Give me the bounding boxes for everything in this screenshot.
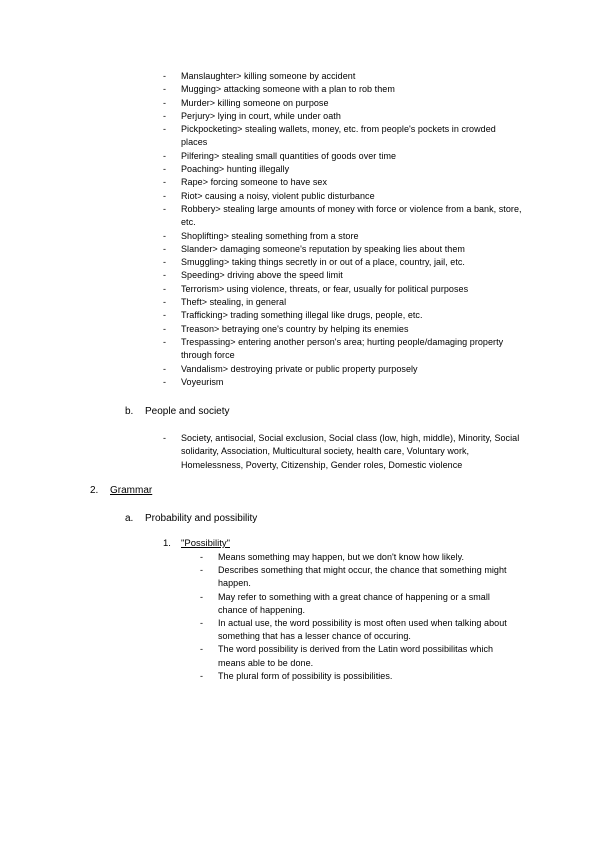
possibility-heading: 1. "Possibility" [163, 538, 230, 549]
list-item: - Society, antisocial, Social exclusion, Social class (low, high, middle), Minority, Social solidarity, Association, Multicultural society, health care, Voluntary work, Homelessness, Poverty, Citizenship, Gender roles, Domestic violence [163, 433, 520, 470]
list-item: - Smuggling> taking things secretly in or out of a place, country, jail, etc. [163, 257, 465, 268]
list-item: - Describes something that might occur, the chance that something might happen. [200, 565, 507, 589]
grammar-heading: 2. Grammar [90, 485, 153, 496]
list-item: - Perjury> lying in court, while under oath [163, 110, 341, 121]
list-item: - The word possibility is derived from the Latin word possibilitas which means able to be done. [200, 644, 494, 668]
list-item: - Manslaughter> killing someone by accident [163, 71, 356, 81]
list-item: - Pilfering> stealing small quantities of goods over time [163, 150, 397, 161]
possibility-points-list [200, 551, 520, 683]
list-item: - The plural form of possibility is possibilities. [200, 670, 393, 681]
crime-vocabulary-list [163, 70, 523, 389]
list-item: - Shoplifting> stealing something from a store [163, 230, 359, 241]
list-item: - Pickpocketing> stealing wallets, money, etc. from people's pockets in crowded places [163, 124, 496, 148]
list-item: - Vandalism> destroying private or public property purposely [163, 363, 418, 374]
list-item: - Riot> causing a noisy, violent public disturbance [163, 190, 375, 201]
list-item: - Terrorism> using violence, threats, or fear, usually for political purposes [163, 283, 469, 294]
list-item: - Speeding> driving above the speed limit [163, 270, 343, 281]
list-item: - May refer to something with a great chance of happening or a small chance of happening. [200, 591, 490, 615]
list-item: - Treason> betraying one's country by helping its enemies [163, 323, 409, 334]
list-item: - Means something may happen, but we don't know how likely. [200, 552, 465, 562]
list-item: - Trespassing> entering another person's area; hurting people/damaging property through force [163, 336, 504, 361]
list-item: - Rape> forcing someone to have sex [163, 177, 327, 188]
list-item: - In actual use, the word possibility is most often used when talking about something that has a lesser chance of occuring. [200, 618, 507, 642]
list-item: - Slander> damaging someone's reputation by speaking lies about them [163, 243, 465, 254]
list-item: - Robbery> stealing large amounts of money with force or violence from a bank, store, etc. [163, 203, 522, 228]
list-item: - Theft> stealing, in general [163, 297, 287, 308]
list-item: - Poaching> hunting illegally [163, 164, 290, 175]
list-item: - Murder> killing someone on purpose [163, 97, 329, 108]
list-item: - Voyeurism [163, 376, 224, 387]
list-item: - Trafficking> trading something illegal like drugs, people, etc. [163, 310, 423, 321]
probability-heading: a. Probability and possibility [125, 513, 258, 524]
people-society-list [163, 432, 533, 472]
people-society-heading: b. People and society [125, 406, 230, 417]
list-item: - Mugging> attacking someone with a plan to rob them [163, 84, 395, 95]
